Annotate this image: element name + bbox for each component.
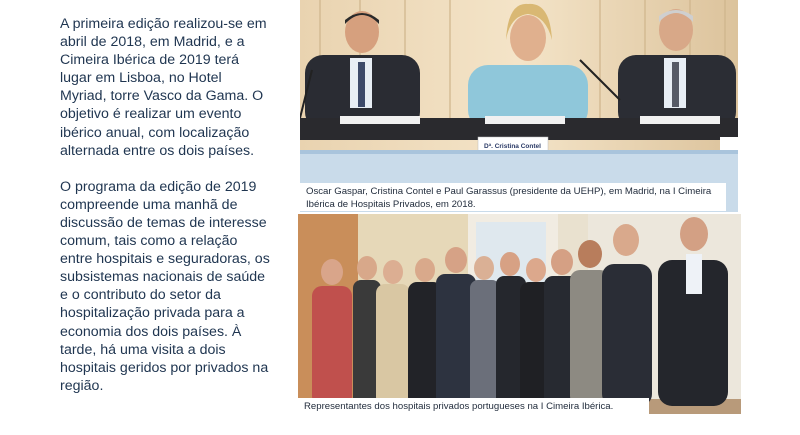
paragraph-2: O programa da edição de 2019 compreende uma manhã de discussão de temas de interesse comum, tais como a relação entre hospitais e seguradoras, os subsistemas nacionais de saúde e o contributo do setor da hospitalização privada para a economia dos dois países. À tarde, há uma visita a dois hospitais geridos por privados na região. (60, 178, 270, 394)
group-scene-illustration (298, 214, 741, 414)
photo-group-representatives (298, 214, 741, 414)
paragraph-1: A primeira edição realizou-se em abril de 2018, em Madrid, e a Cimeira Ibérica de 2019 terá lugar em Lisboa, no Hotel Myriad, torre Vasco da Gama. O objetivo é realizar um evento ibérico anual, com localização alternada entre os dois países. (60, 16, 267, 159)
signing-scene-illustration (300, 0, 738, 212)
caption-signing-ceremony: Oscar Gaspar, Cristina Contel e Paul Garassus (presidente da UEHP), em Madrid, na I Cimeira Ibérica de Hospitais Privados, em 2018. (300, 183, 726, 211)
caption-group-representatives: Representantes dos hospitais privados portugueses na I Cimeira Ibérica. (298, 398, 649, 415)
article-text (60, 15, 270, 413)
name-plate-text: Dª. Cristina Contel (484, 143, 541, 150)
photo-signing-ceremony (300, 0, 738, 212)
